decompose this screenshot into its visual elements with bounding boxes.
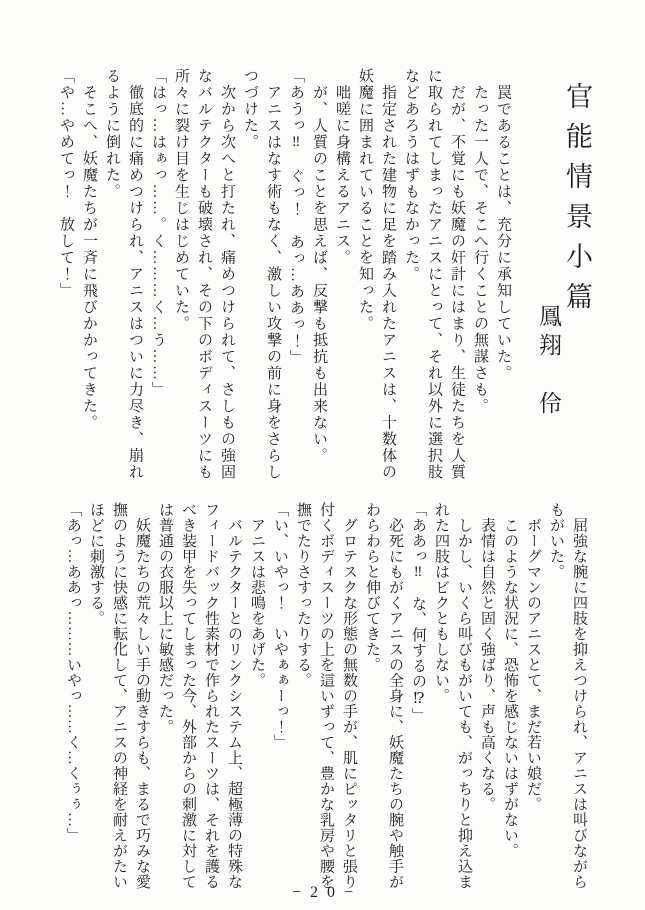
text-line: れた四肢はビクともしない。 — [433, 502, 449, 704]
text-line: 「はっ…はぁっ……。く………く…う……」 — [150, 68, 166, 398]
text-line: 所々に裂け目を生じはじめていた。 — [173, 68, 189, 332]
text-line: 屈強な腕に四肢を抑えつけられ、アニスは叫びながら — [571, 502, 587, 890]
text-line: るように倒れた。 — [104, 68, 120, 200]
text-line: バルテクターとのリンクシステム上、超極薄の特殊な — [226, 502, 242, 890]
text-block-bottom — [61, 502, 590, 907]
text-line: は普通の衣服以上に敏感だった。 — [157, 502, 173, 735]
text-line: などあろうはずもなかった。 — [403, 68, 419, 283]
page-number: −20− — [291, 884, 363, 901]
text-line: もがいた。 — [548, 502, 564, 580]
text-line: 罠であることは、充分に承知していた。 — [495, 68, 511, 382]
text-line: 次から次へと打たれ、痛めつけられて、さしもの強固 — [219, 68, 235, 481]
text-line: 撫でたりさすったりする。 — [295, 502, 311, 688]
text-line: 「い、いやっ！ いやぁぁーっ！」 — [272, 502, 288, 750]
text-line: 「ああっ‼ な、何するの⁉」 — [410, 502, 426, 723]
text-line: アニスはなす術もなく、激しい攻撃の前に身をさらし — [265, 68, 281, 481]
text-line: 必死にもがくアニスの全身に、妖魔たちの腕や触手が — [387, 502, 403, 890]
text-line: 妖魔たちの荒々しい手の動きすらも、まるで巧みな愛 — [134, 502, 150, 890]
text-line: 徹底的に痛めつけられ、アニスはついに力尽き、崩れ — [127, 68, 143, 481]
author-name: 鳳翔 伶 — [536, 304, 561, 420]
text-line: 付くボディスーツの上を這いずって、豊かな乳房や腰を — [318, 502, 334, 890]
text-line: わらわらと伸びてきた。 — [364, 502, 380, 673]
text-line: ボーグマンのアニスとて、まだ若い娘だ。 — [525, 502, 541, 812]
page-title: 官能情景小篇 — [562, 82, 592, 322]
text-line: が、人質のことを思えば、反撃も抵抗も出来ない。 — [311, 68, 327, 464]
text-line: に取られてしまったアニスにとって、それ以外に選択肢 — [426, 68, 442, 481]
text-line: フィードバック性素材で作られたスーツは、それを護る — [203, 502, 219, 890]
text-line: アニスは悲鳴をあげた。 — [249, 502, 265, 688]
text-line: 「あうっ‼ ぐっ！ あっ…ああっ！」 — [288, 68, 304, 366]
text-line: たった一人で、そこへ行くことの無謀さも。 — [472, 68, 488, 415]
text-line: そこへ、妖魔たちが一斉に飛びかかってきた。 — [81, 68, 97, 431]
text-line: つづけた。 — [242, 68, 258, 151]
text-line: ほどに刺激する。 — [88, 502, 104, 626]
text-line: このような状況に、恐怖を感じないはずがない。 — [502, 502, 518, 859]
text-line: だが、不覚にも妖魔の奸計にはまり、生徒たちを人質 — [449, 68, 465, 481]
text-line: 妖魔に囲まれていることを知った。 — [357, 68, 373, 332]
text-block-top — [54, 68, 514, 508]
text-line: 撫のように快感に転化して、アニスの神経を耐えがたい — [111, 502, 127, 890]
text-line: 表情は自然と固く強ばり、声も高くなる。 — [479, 502, 495, 812]
text-line: グロテスクな形態の無数の手が、肌にピッタリと張り — [341, 502, 357, 890]
text-line: 咄嗟に身構えるアニス。 — [334, 68, 350, 266]
text-line: 「あっ…ああっ………いやっ……く…くぅぅ…」 — [65, 502, 81, 843]
text-line: 「や…やめてっ！ 放して！」 — [58, 68, 74, 299]
text-line: なバルテクターも破壊され、その下のボディスーツにも — [196, 68, 212, 481]
text-line: 指定された建物に足を踏み入れたアニスは、十数体の — [380, 68, 396, 481]
text-line: しかし、いくら叫びもがいても、がっちりと抑え込ま — [456, 502, 472, 890]
text-line: べき装甲を失ってしまった今、外部からの刺激に対して — [180, 502, 196, 890]
